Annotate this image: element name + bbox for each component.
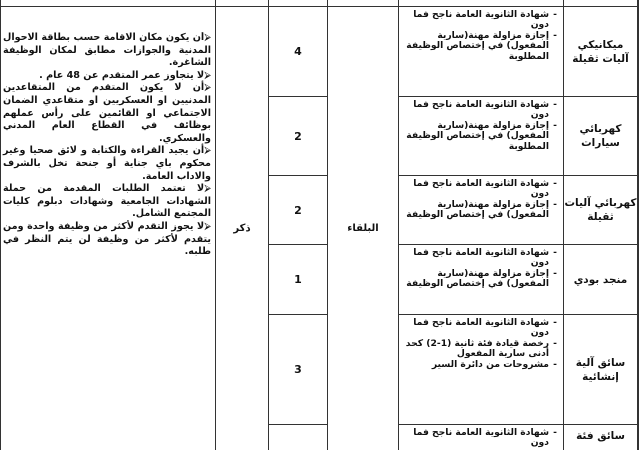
- job-title-cell: [564, 245, 637, 314]
- qualification-item: - شهادة الثانوية العامة ناجح فما دون: [402, 179, 557, 200]
- job-title: سائق فئة: [576, 430, 625, 442]
- vacancy-count: 1: [294, 273, 302, 286]
- vacancy-count-cell: [269, 425, 327, 450]
- location-value: البلقاء: [347, 223, 379, 234]
- arrow-bullet-icon: ⮚: [204, 220, 211, 232]
- qualification-item: - إجازة مزاولة مهنة(سارية المفعول) في إختصاص الوظيفة: [402, 269, 557, 290]
- qualifications-cell: [399, 8, 563, 96]
- vacancy-count-cell: [269, 245, 327, 314]
- location-cell: [328, 7, 398, 450]
- job-title-cell: [564, 97, 637, 175]
- vacancy-count-cell: [269, 315, 327, 424]
- vacancy-count-cell: [269, 97, 327, 175]
- job-title: كهربائي سيارات: [579, 123, 622, 149]
- vacancy-count: 4: [294, 45, 302, 58]
- qualification-item: - مشروحات من دائرة السير: [402, 360, 557, 370]
- general-conditions-cell: [1, 32, 215, 450]
- arrow-bullet-icon: ⮚: [204, 145, 211, 157]
- qualification-item: - إجازة مزاولة مهنة(سارية المفعول) في إختصاص الوظيفة: [402, 200, 557, 221]
- gender-value: ذكر: [233, 223, 251, 234]
- qualifications-cell: [399, 426, 563, 450]
- condition-item: ⮚لا يتجاوز عمر المتقدم عن 48 عام .: [39, 69, 211, 81]
- arrow-bullet-icon: ⮚: [204, 69, 211, 81]
- qualification-item: - إجازة مزاولة مهنة(سارية المفعول) في إختصاص الوظيفة المطلوبة: [402, 121, 557, 152]
- vacancy-count: 2: [294, 203, 302, 217]
- job-title: كهربائي آليات ثقيلة: [564, 197, 637, 223]
- job-title: سائق آلية إنشائية: [575, 356, 626, 383]
- condition-item: ⮚لا يجوز التقدم لأكثر من وظيفة واحدة ومن يتقدم لأكثر من وظيفة لن يتم النظر في طلبه.: [3, 220, 211, 258]
- qualifications-cell: [399, 98, 563, 175]
- vacancy-count: 3: [294, 363, 302, 376]
- condition-item: ⮚أن يكون مكان الاقامة حسب بطاقة الاحوال المدنية والجوازات مطابق لمكان الوظيفة الشاغرة.: [3, 32, 211, 69]
- condition-item: ⮚أن يجيد القراءة والكتابة و لائق صحيا وغير محكوم باي جناية أو جنحة تخل بالشرف والاداب العامة.: [3, 145, 211, 182]
- job-title-cell: [564, 176, 637, 244]
- qualification-item: - شهادة الثانوية العامة ناجح فما دون: [402, 248, 557, 269]
- qualifications-cell: [399, 177, 563, 244]
- job-title-cell: [564, 315, 637, 424]
- qualification-item: - شهادة الثانوية العامة ناجح فما دون: [402, 10, 557, 31]
- qualification-item: - شهادة الثانوية العامة ناجح فما دون: [402, 428, 557, 449]
- qualifications-cell: [399, 246, 563, 314]
- condition-item: ⮚أن لا يكون المتقدم من المتقاعدين المدنيين او العسكريين او متقاعدي الضمان الاجتماعي او القائمين على رأس عملهم بوظائف في القطاع العام المدني والعسكري.: [3, 82, 211, 144]
- qualification-item: - رخصة قيادة فئة ثانية (1-2) كحد أدنى سارية المفعول: [402, 339, 557, 360]
- job-title: منجد بودي: [573, 273, 628, 286]
- gender-cell: [216, 7, 268, 450]
- qualification-item: - إجازة مزاولة مهنة(سارية المفعول) في إختصاص الوظيفة المطلوبة: [402, 31, 557, 62]
- vacancy-count-cell: [269, 176, 327, 244]
- arrow-bullet-icon: ⮚: [204, 82, 211, 94]
- job-title: ميكانيكي آليات ثقيلة: [572, 38, 629, 65]
- vacancy-count: 2: [294, 129, 302, 143]
- table-right-border: [637, 0, 639, 450]
- condition-item: ⮚لا تعتمد الطلبات المقدمة من حملة الشهادات الجامعية وشهادات دبلوم كليات المجتمع الشامل.: [3, 183, 211, 220]
- vacancy-count-cell: [269, 7, 327, 96]
- qualification-item: - شهادة الثانوية العامة ناجح فما دون: [402, 318, 557, 339]
- qualification-item: - شهادة الثانوية العامة ناجح فما دون: [402, 100, 557, 121]
- arrow-bullet-icon: ⮚: [204, 32, 211, 43]
- qualifications-cell: [399, 316, 563, 424]
- arrow-bullet-icon: ⮚: [204, 183, 211, 195]
- job-title-cell: [564, 7, 637, 96]
- job-title-cell: [564, 425, 637, 450]
